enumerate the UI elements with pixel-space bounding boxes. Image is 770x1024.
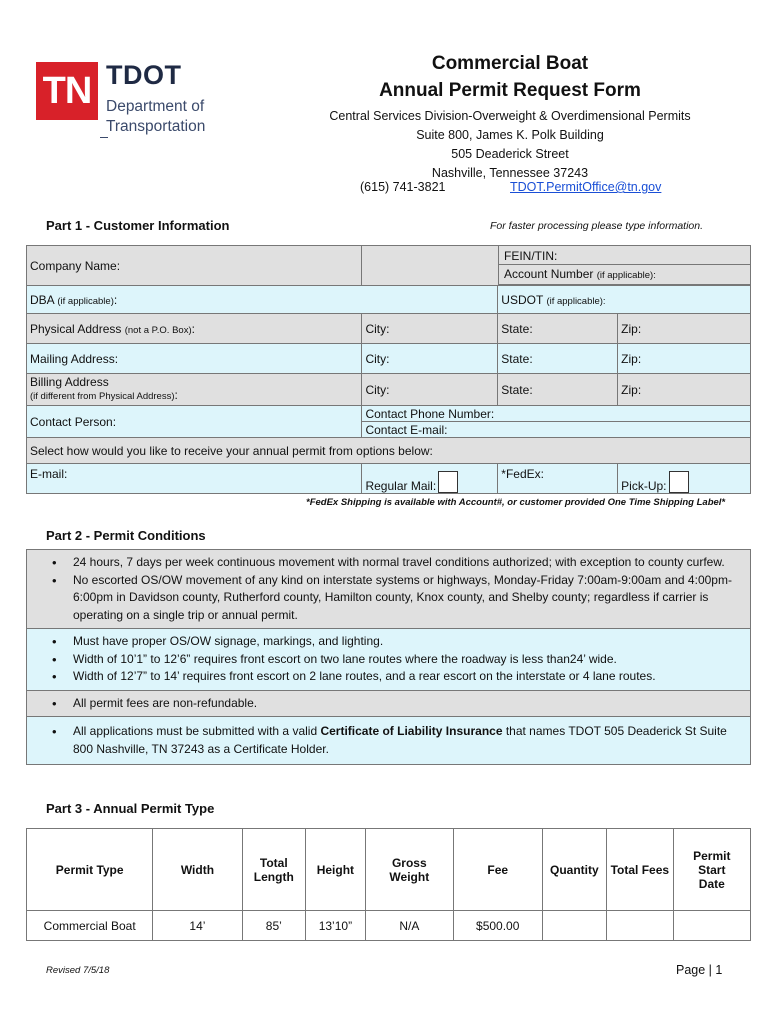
insurance-text-bold: Certificate of Liability Insurance — [320, 724, 503, 738]
pickup-checkbox[interactable] — [669, 471, 689, 493]
regular-mail-checkbox[interactable] — [438, 471, 458, 493]
contact-email-label: Contact E-mail: — [365, 422, 448, 437]
part1-title: Part 1 - Customer Information — [46, 218, 230, 233]
billing-address-note: (if different from Physical Address) — [30, 391, 175, 402]
billing-zip-field[interactable] — [618, 374, 751, 406]
header-total-length-2: Length — [253, 869, 294, 884]
billing-address-colon: : — [174, 388, 178, 402]
page-number: Page | 1 — [676, 963, 723, 977]
condition-item: • Width of 12’7” to 14’ requires front escort on 2 lane routes, and a rear escort on the interstate or 4 lane routes. — [73, 668, 736, 686]
dba-field[interactable] — [27, 286, 498, 314]
city-text: Nashville, Tennessee 37243 — [431, 166, 589, 180]
mailing-city-label: City: — [365, 351, 390, 366]
insurance-text-post: that names TDOT 505 Deaderick St Suite 800 Nashville, TN 37243 as a Certificate Holder. — [73, 724, 727, 756]
cell-fee: $500.00 — [453, 911, 542, 941]
logo-line-2: Transportation — [106, 118, 206, 135]
mailing-address-label: Mailing Address: — [30, 351, 119, 366]
suite-text: Suite 800, James K. Polk Building — [416, 128, 604, 142]
mailing-state-field[interactable] — [498, 344, 618, 374]
physical-address-label: Physical Address — [30, 321, 122, 336]
conditions-block-3 — [27, 691, 750, 718]
usdot-note: (if applicable): — [546, 295, 606, 307]
physical-state-label: State: — [501, 321, 533, 336]
header-start-date — [673, 829, 750, 911]
option-regular-mail[interactable] — [362, 464, 498, 494]
row-physical — [27, 314, 751, 344]
header-total-length — [242, 829, 306, 911]
mailing-address-field[interactable] — [27, 344, 362, 374]
billing-zip-label: Zip: — [621, 382, 642, 397]
header-quantity: Quantity — [542, 829, 607, 911]
permit-type-table — [26, 828, 751, 941]
typing-hint: For faster processing please type information. — [490, 220, 704, 232]
row-receive-prompt — [27, 438, 751, 464]
fein-account-field[interactable] — [498, 245, 751, 285]
cell-permit-type: Commercial Boat — [27, 911, 153, 941]
billing-address-field[interactable] — [27, 374, 362, 406]
contact-person-label: Contact Person: — [30, 414, 117, 429]
office-phone: (615) 741-3821 — [360, 180, 446, 194]
option-fedex[interactable] — [498, 464, 618, 494]
contact-person-field[interactable] — [27, 406, 362, 438]
cell-height: 13’10” — [306, 911, 366, 941]
cell-total-fees-input[interactable] — [607, 911, 674, 941]
condition-item: • All permit fees are non-refundable. — [73, 695, 736, 713]
usdot-label: USDOT — [501, 292, 544, 307]
account-number-label: Account Number — [504, 267, 594, 281]
division-text: Central Services Division-Overweight & Overdimensional Permits — [329, 109, 691, 123]
tn-logo-mark: TN — [36, 62, 98, 120]
form-title-line-1: Commercial Boat — [431, 53, 589, 74]
condition-item: • Width of 10’1” to 12’6” requires front escort on two lane routes where the roadway is less than24’ wide. — [73, 651, 736, 669]
part3-title: Part 3 - Annual Permit Type — [46, 801, 215, 816]
logo-title: TDOT — [106, 60, 182, 90]
dba-label: DBA — [30, 292, 55, 307]
header-width: Width — [153, 829, 242, 911]
option-regular-mail-label: Regular Mail: — [365, 479, 437, 493]
physical-address-note: (not a P.O. Box) — [124, 324, 192, 336]
permit-table-header — [27, 829, 751, 911]
contact-email-field[interactable] — [362, 422, 751, 438]
header-total-fees: Total Fees — [607, 829, 674, 911]
company-name-field[interactable] — [27, 246, 362, 286]
cell-start-date-input[interactable] — [673, 911, 750, 941]
mailing-state-label: State: — [501, 351, 533, 366]
dba-colon: : — [113, 292, 118, 307]
tdot-logo — [36, 62, 226, 142]
condition-item-insurance — [73, 723, 736, 758]
condition-item: • No escorted OS/OW movement of any kind on interstate systems or highways, Monday-Friday 7:00am-9:00am and 4:00pm-6:00pm in Davidson county, Rutherford county, Hamilton county, Knox county, and Shelby county; regardless if carrier is operating on a single trip or annual permit. — [73, 572, 736, 625]
physical-city-label: City: — [365, 321, 390, 336]
part2-title: Part 2 - Permit Conditions — [46, 528, 206, 543]
option-email-label: E-mail: — [30, 467, 68, 481]
logo-line-1: Department of — [106, 98, 205, 115]
option-email[interactable] — [27, 464, 362, 494]
street-text: 505 Deaderick Street — [451, 147, 569, 161]
header-permit-type: Permit Type — [27, 829, 153, 911]
conditions-block-2 — [27, 629, 750, 691]
fein-divider — [498, 264, 751, 265]
cell-quantity-input[interactable] — [542, 911, 607, 941]
billing-state-field[interactable] — [498, 374, 618, 406]
usdot-field[interactable] — [498, 286, 751, 314]
permit-conditions — [26, 549, 751, 765]
option-fedex-label: *FedEx: — [501, 467, 544, 481]
receive-prompt: Select how would you like to receive your annual permit from options below: — [27, 438, 751, 464]
billing-state-label: State: — [501, 382, 533, 397]
logo-rule — [100, 137, 108, 138]
header-gross-weight-1: Gross — [391, 855, 427, 870]
billing-address-label: Billing Address — [30, 375, 109, 389]
cell-total-length: 85’ — [242, 911, 306, 941]
physical-state-field[interactable] — [498, 314, 618, 344]
cell-gross-weight: N/A — [365, 911, 453, 941]
form-title-line-2: Annual Permit Request Form — [379, 80, 641, 101]
option-pickup-label: Pick-Up: — [621, 479, 667, 493]
header-gross-weight-2: Weight — [389, 869, 430, 884]
condition-item: • Must have proper OS/OW signage, markings, and lighting. — [73, 633, 736, 651]
company-name-label: Company Name: — [30, 258, 121, 273]
header-total-length-1: Total — [259, 855, 288, 870]
permit-row-commercial-boat — [27, 911, 751, 941]
row-dba — [27, 286, 751, 314]
billing-city-field[interactable] — [362, 374, 498, 406]
physical-address-field[interactable] — [27, 314, 362, 344]
header-fee: Fee — [453, 829, 542, 911]
insurance-text-pre: All applications must be submitted with a valid — [73, 724, 321, 738]
contact-phone-field[interactable] — [362, 406, 751, 422]
row-mailing — [27, 344, 751, 374]
revised-date: Revised 7/5/18 — [46, 965, 110, 976]
mailing-zip-field[interactable] — [618, 344, 751, 374]
option-pickup[interactable] — [618, 464, 751, 494]
office-email-link[interactable]: TDOT.PermitOffice@tn.gov — [510, 180, 662, 194]
dba-note: (if applicable) — [57, 295, 114, 307]
mailing-city-field[interactable] — [362, 344, 498, 374]
physical-address-colon: : — [191, 321, 195, 336]
header-start-2: Start — [698, 862, 726, 877]
contact-phone-label: Contact Phone Number: — [365, 406, 495, 421]
header-gross-weight — [365, 829, 453, 911]
physical-zip-label: Zip: — [621, 321, 642, 336]
account-number-note: (if applicable): — [596, 270, 656, 281]
row-billing — [27, 374, 751, 406]
header-start-3: Date — [698, 876, 725, 891]
fein-label: FEIN/TIN: — [504, 249, 558, 263]
form-header — [260, 50, 760, 183]
conditions-block-1 — [27, 550, 750, 629]
row-delivery-options — [27, 464, 751, 494]
mailing-zip-label: Zip: — [621, 351, 642, 366]
header-start-1: Permit — [693, 848, 731, 863]
fedex-note: *FedEx Shipping is available with Account#, or customer provided One Time Shipping Label* — [306, 497, 726, 508]
physical-zip-field[interactable] — [618, 314, 751, 344]
cell-width: 14’ — [153, 911, 242, 941]
billing-city-label: City: — [365, 382, 390, 397]
physical-city-field[interactable] — [362, 314, 498, 344]
conditions-block-4 — [27, 717, 750, 764]
header-height: Height — [306, 829, 366, 911]
row-contact-1 — [27, 406, 751, 422]
condition-item: • 24 hours, 7 days per week continuous movement with normal travel conditions authorized; with exception to county curfew. — [73, 554, 736, 572]
